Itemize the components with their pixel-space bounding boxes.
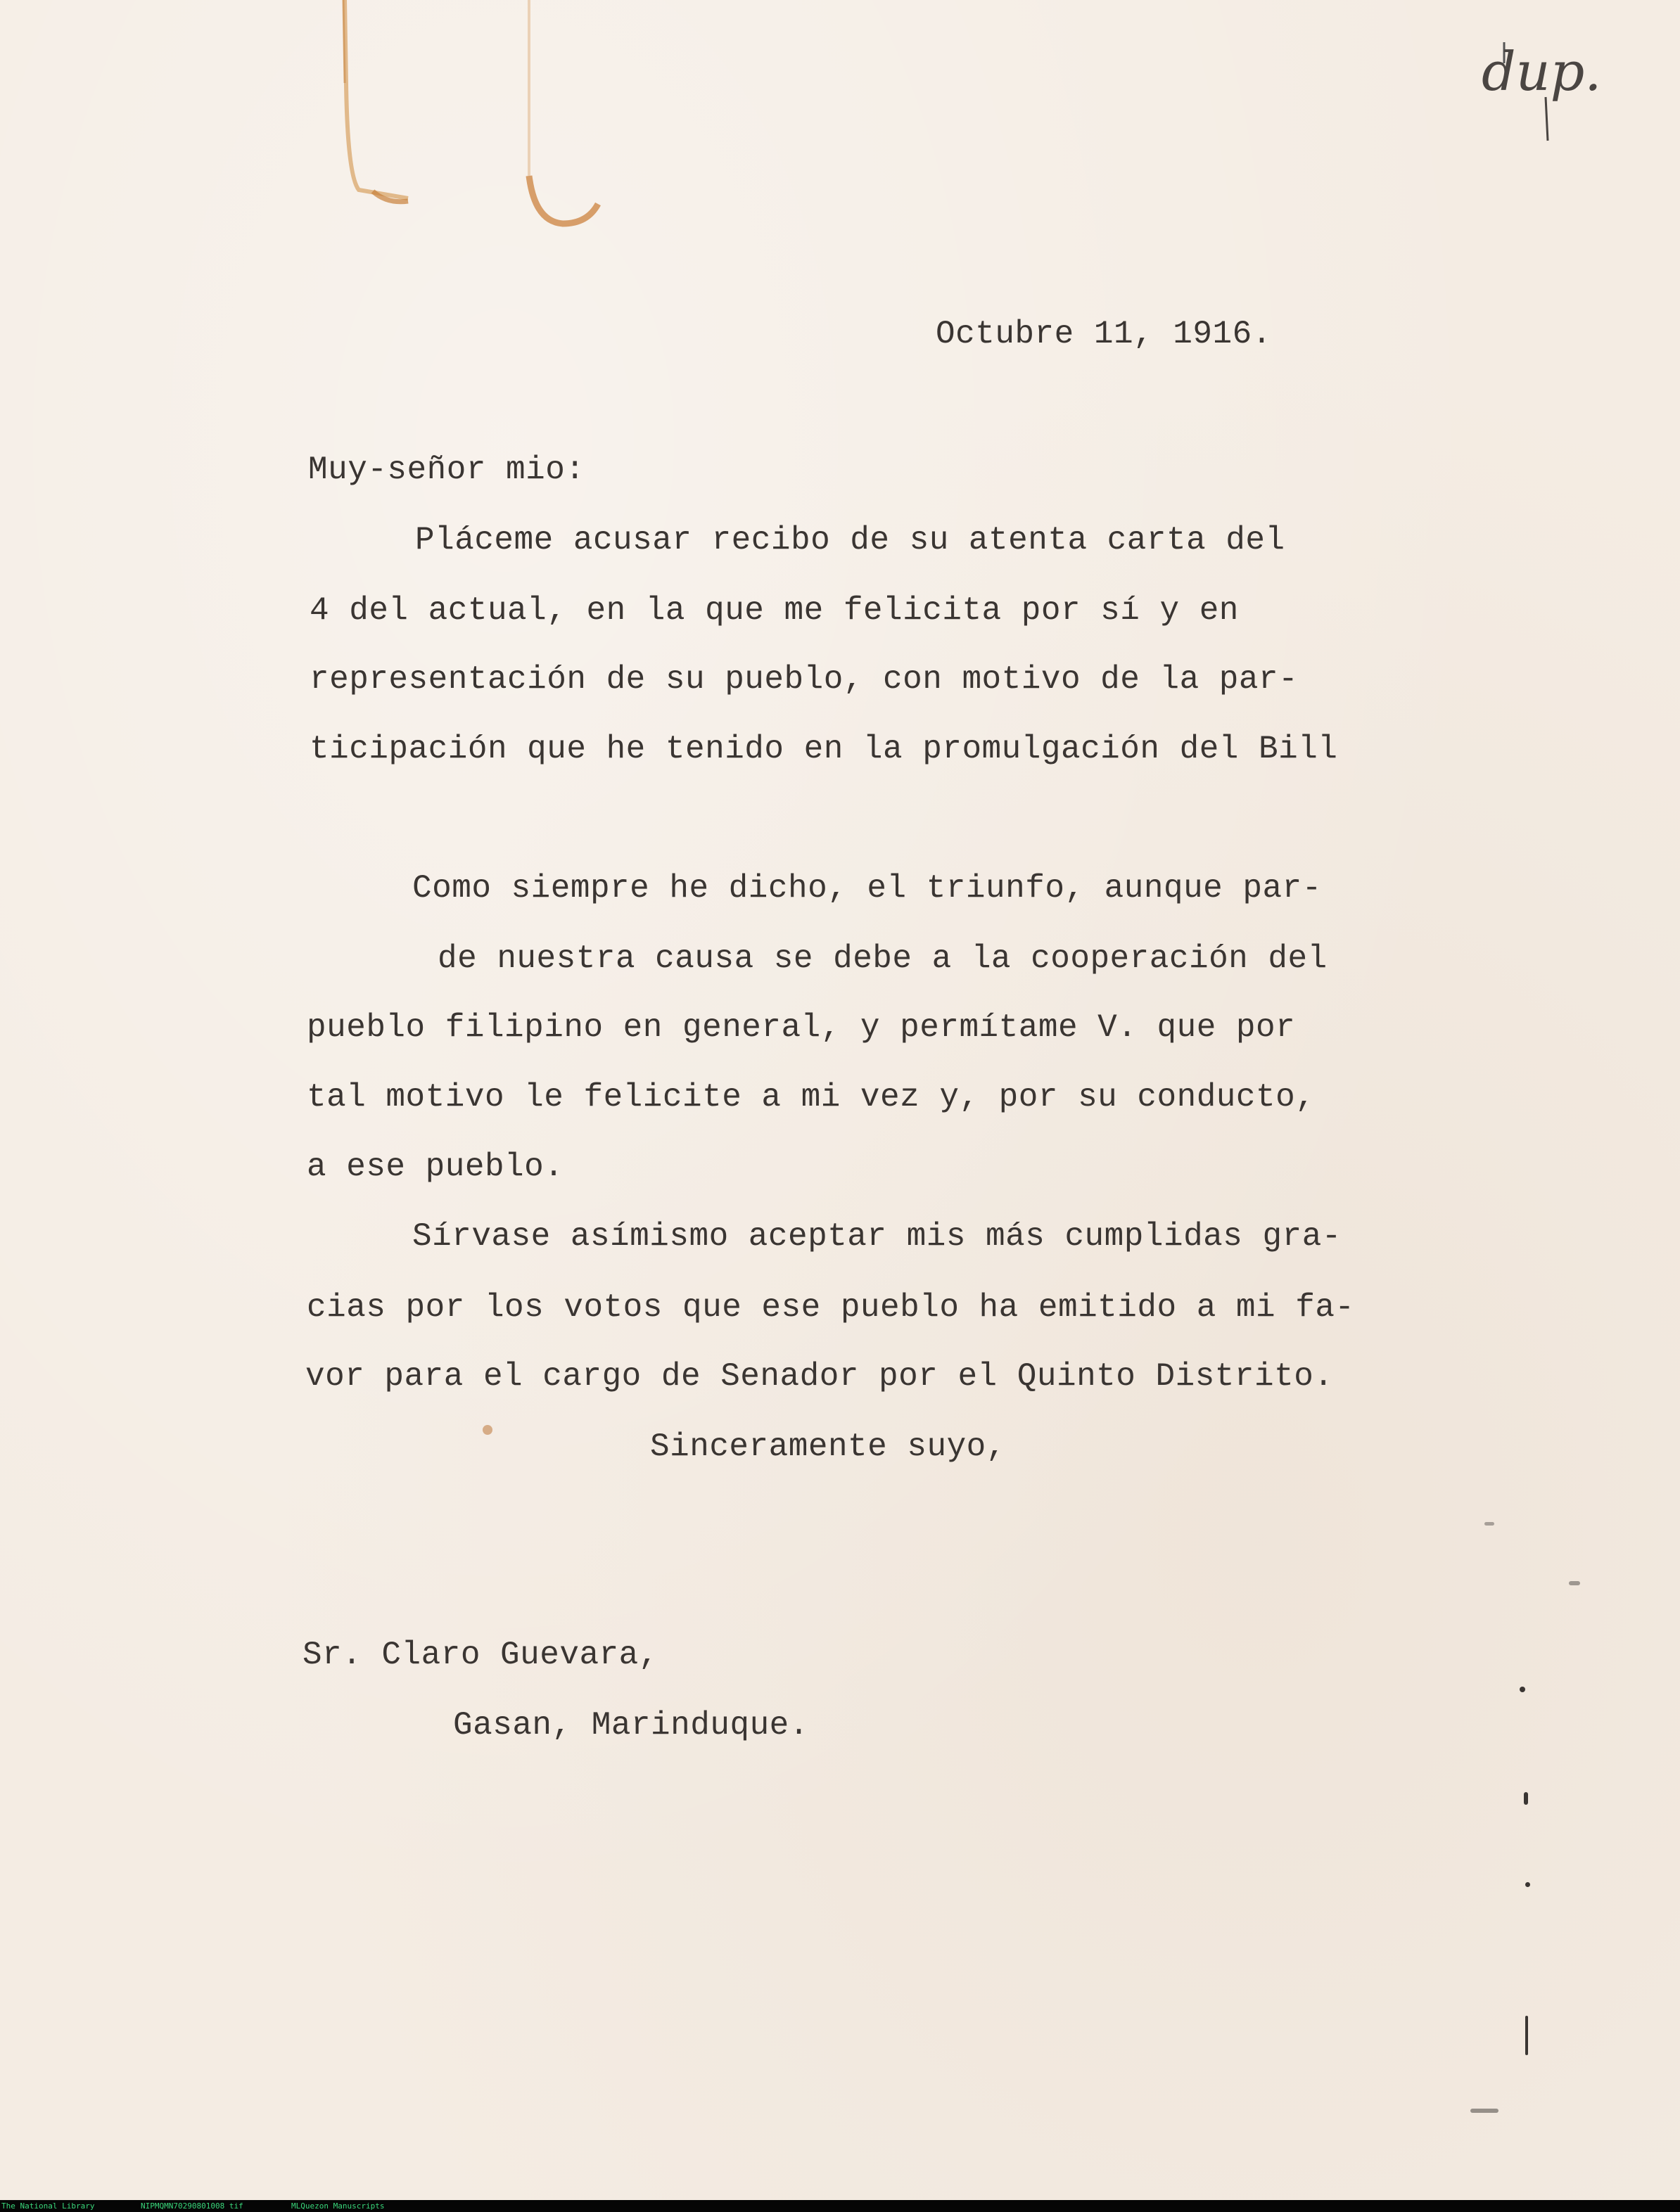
paper-speck	[1470, 2109, 1498, 2113]
paragraph-3-line-2: cias por los votos que ese pueblo ha emitido a mi fa-	[307, 1289, 1355, 1326]
paragraph-1-line-3: representación de su pueblo, con motivo de la par-	[310, 661, 1299, 698]
paragraph-2-line-1: Como siempre he dicho, el triunfo, aunque par-	[412, 870, 1322, 907]
recipient-location: Gasan, Marinduque.	[453, 1707, 809, 1744]
paragraph-2-line-5: a ese pueblo.	[307, 1149, 564, 1185]
handwritten-note-text: dup.	[1482, 42, 1602, 103]
scan-footer	[0, 2200, 1680, 2212]
footer-file-id: NIPMQMN70290801008 tif	[141, 2201, 243, 2211]
paper-speck	[1569, 1581, 1580, 1585]
paper-speck	[1525, 2016, 1528, 2055]
footer-collection: MLQuezon Manuscripts	[291, 2201, 385, 2211]
salutation: Muy-señor mio:	[308, 452, 585, 488]
paper-speck	[1524, 1792, 1528, 1805]
paper-speck	[1525, 1882, 1530, 1887]
paper-speck	[483, 1425, 492, 1435]
footer-library: The National Library	[1, 2201, 95, 2211]
tape-stain-marks	[331, 0, 612, 232]
recipient-name: Sr. Claro Guevara,	[303, 1637, 658, 1673]
paragraph-2-line-3: pueblo filipino en general, y permítame V. que por	[307, 1009, 1296, 1046]
handwritten-note	[1477, 42, 1604, 148]
paragraph-1-line-1: Pláceme acusar recibo de su atenta carta del	[415, 522, 1285, 558]
paragraph-2-line-4: tal motivo le felicite a mi vez y, por su conducto,	[307, 1079, 1316, 1115]
paragraph-1-line-2: 4 del actual, en la que me felicita por sí y en	[310, 592, 1239, 629]
letter-date: Octubre 11, 1916.	[936, 316, 1272, 352]
paper-speck	[1484, 1522, 1494, 1526]
paragraph-3-line-3: vor para el cargo de Senador por el Quinto Distrito.	[305, 1358, 1334, 1395]
paragraph-1-line-4: ticipación que he tenido en la promulgación del Bill	[310, 731, 1338, 767]
closing: Sinceramente suyo,	[650, 1428, 1006, 1465]
paragraph-2-line-2: de nuestra causa se debe a la cooperación del	[438, 940, 1328, 977]
paragraph-3-line-1: Sírvase asímismo aceptar mis más cumplidas gra-	[412, 1218, 1342, 1255]
paper-speck	[1520, 1687, 1525, 1692]
